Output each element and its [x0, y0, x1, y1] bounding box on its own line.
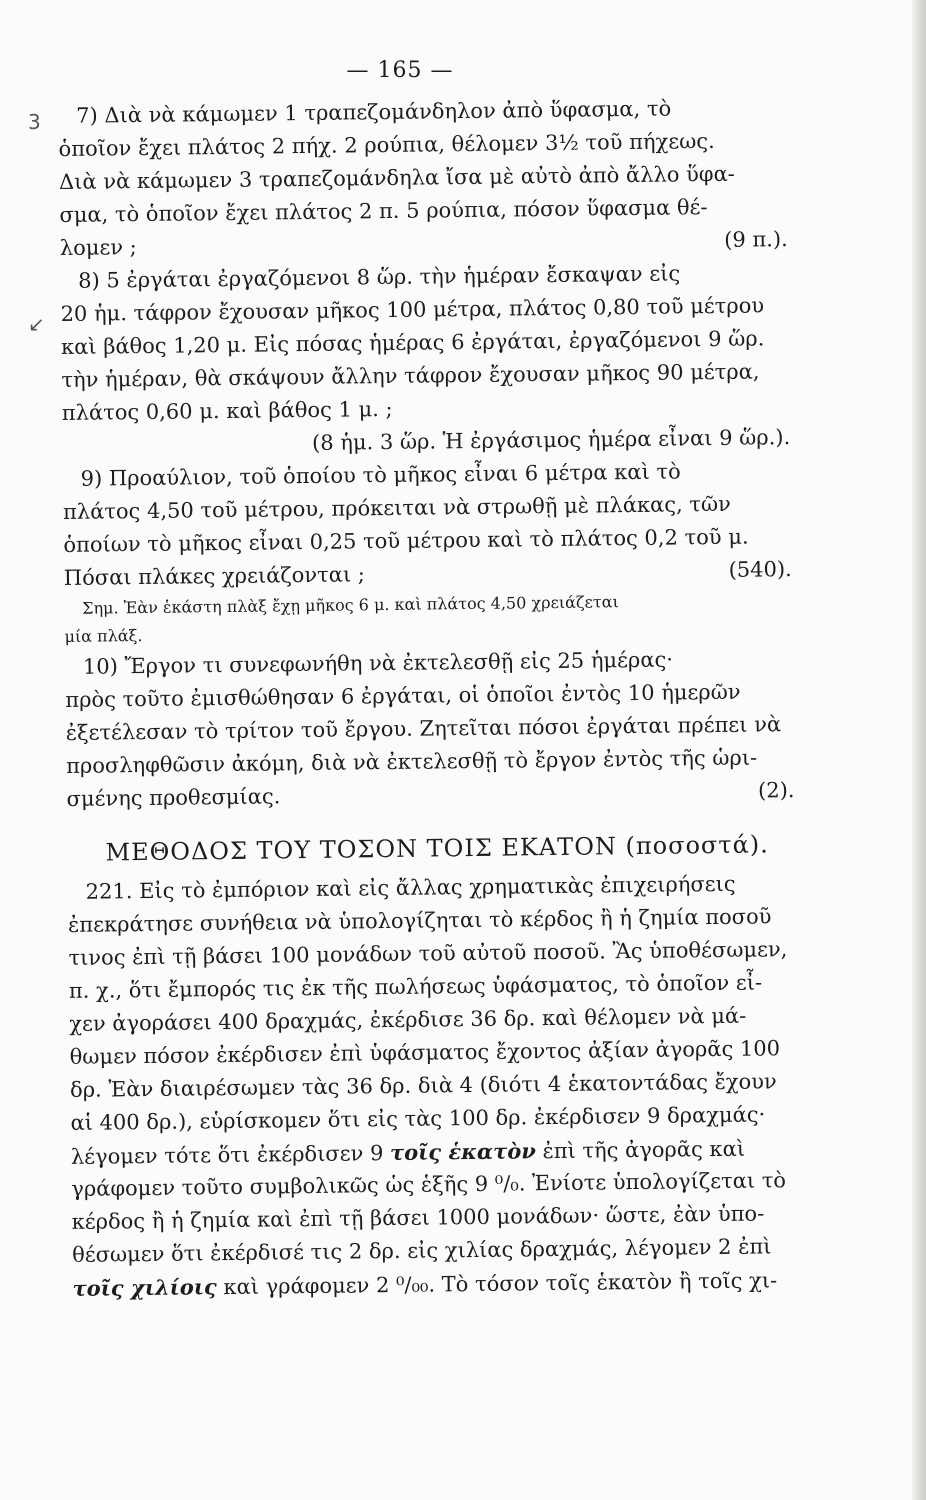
problem-8-line: καὶ βάθος 1,20 μ. Εἰς πόσας ἡμέρας 6 ἐργάται, ἐργαζόμενοι 9 ὥρ. [60, 326, 765, 359]
page-number: — 165 — [346, 58, 454, 83]
paragraph-221-line: π. χ., ὅτι ἔμπορός τις ἐκ τῆς πωλήσεως ὑφάσματος, τὸ ὁποῖον εἶ- [68, 970, 763, 1003]
problem-7-line: 7) Διὰ νὰ κάμωμεν 1 τραπεζομάνδηλον ἀπὸ ὕφασμα, τὸ [76, 96, 672, 128]
page-edge-shadow [912, 0, 926, 1500]
section-heading: ΜΕΘΟΔΟΣ ΤΟΥ ΤΟΣΟΝ ΤΟΙΣ ΕΚΑΤΟΝ (ποσοστά). [105, 830, 769, 867]
problem-7-line: Διὰ νὰ κάμωμεν 3 τραπεζομάνδηλα ἴσα μὲ αὐτὸ ἀπὸ ἄλλο ὕφα- [58, 161, 735, 194]
problem-8-line: τὴν ἡμέραν, θὰ σκάψουν ἄλλην τάφρον ἔχουσαν μῆκος 90 μέτρα, [61, 359, 760, 392]
problem-10-question-end: σμένης προθεσμίας. [66, 784, 281, 811]
paragraph-221-line: κέρδος ἢ ἡ ζημία καὶ ἐπὶ τῇ βάσει 1000 μονάδων· ὥστε, ἐὰν ὑπο- [71, 1201, 765, 1234]
paragraph-221-line: θωμεν πόσον ἐκέρδισεν ἐπὶ ὑφάσματος ἔχοντος ἀξίαν ἀγορᾶς 100 [69, 1036, 781, 1069]
page-body [58, 91, 813, 1305]
problem-10-line: ἐξετέλεσαν τὸ τρίτον τοῦ ἔργου. Ζητεῖται πόσοι ἐργάται πρέπει νὰ [65, 712, 782, 745]
paragraph-221-line: αἱ 400 δρ.), εὑρίσκομεν ὅτι εἰς τὰς 100 δρ. ἐκέρδισεν 9 δραχμάς· [70, 1102, 766, 1135]
margin-mark-arrow: ↙ [28, 312, 45, 336]
paragraph-221-line: ἐπεκράτησε συνήθεια νὰ ὑπολογίζηται τὸ κέρδος ἢ ἡ ζημία ποσοῦ [67, 904, 772, 937]
problem-9-line: 9) Προαύλιον, τοῦ ὁποίου τὸ μῆκος εἶναι 6 μέτρα καὶ τὸ [80, 459, 681, 491]
problem-9-question-end: Πόσαι πλάκες χρειάζονται ; [63, 562, 366, 590]
problem-8-line: 8) 5 ἐργάται ἐργαζόμενοι 8 ὥρ. τὴν ἡμέραν ἔσκαψαν εἰς [78, 261, 681, 293]
problem-9-line: πλάτος 4,50 τοῦ μέτρου, πρόκειται νὰ στρωθῇ μὲ πλάκας, τῶν [62, 491, 732, 524]
emphasis-tois-ekaton: τοῖς ἑκατὸν [389, 1138, 536, 1166]
problem-10-line: προσληφθῶσιν ἀκόμη, διὰ νὰ ἐκτελεσθῇ τὸ ἔργον ἐντὸς τῆς ὡρι- [65, 745, 758, 778]
problem-10-line: 10) Ἔργον τι συνεφωνήθη νὰ ἐκτελεσθῇ εἰς 25 ἡμέρας· [82, 647, 674, 679]
emphasis-tois-chiliois: τοῖς χιλίοις [72, 1274, 217, 1301]
problem-10-answer: (2). [757, 778, 795, 803]
problem-9-note: Σημ. Ἐὰν ἑκάστη πλὰξ ἔχῃ μῆκος 6 μ. καὶ πλάτος 4,50 χρειάζεται [82, 592, 619, 618]
problem-7-line: σμα, τὸ ὁποῖον ἔχει πλάτος 2 π. 5 ρούπια, πόσον ὕφασμα θέ- [59, 195, 708, 227]
problem-9-line: ὁποίων τὸ μῆκος εἶναι 0,25 τοῦ μέτρου καὶ τὸ πλάτος 0,2 τοῦ μ. [63, 524, 749, 557]
problem-10-line: πρὸς τοῦτο ἐμισθώθησαν 6 ἐργάται, οἱ ὁποῖοι ἐντὸς 10 ἡμερῶν [65, 679, 741, 712]
problem-9-note-continuation: μία πλάξ. [64, 626, 143, 646]
paragraph-221-line: δρ. Ἐὰν διαιρέσωμεν τὰς 36 δρ. διὰ 4 (διότι 4 ἑκατοντάδας ἔχουν [69, 1069, 777, 1102]
problem-8-line: 20 ἡμ. τάφρον ἔχουσαν μῆκος 100 μέτρα, πλάτος 0,80 τοῦ μέτρου [60, 293, 765, 326]
paragraph-221-line: γράφομεν τοῦτο συμβολικῶς ὡς ἑξῆς 9 ⁰/₀. Ἐνίοτε ὑπολογίζεται τὸ [71, 1168, 787, 1201]
margin-mark-pencil: 3 [28, 110, 41, 134]
problem-8-answer: (8 ἡμ. 3 ὥρ. Ἡ ἐργάσιμος ἡμέρα εἶναι 9 ὥρ.). [311, 425, 791, 455]
line-text: λέγομεν τότε ὅτι ἐκέρδισεν 9 [70, 1141, 391, 1169]
line-text: καὶ γράφομεν 2 ⁰/₀₀. Τὸ τόσον τοῖς ἑκατὸν ἢ τοῖς χι- [216, 1268, 778, 1300]
problem-7-answer: (9 π.). [724, 227, 788, 252]
paragraph-221-line: χεν ἀγοράσει 400 δραχμάς, ἐκέρδισε 36 δρ. καὶ θέλομεν νὰ μά- [69, 1003, 747, 1036]
problem-7-question-end: λομεν ; [59, 235, 137, 260]
paragraph-221-line: θέσωμεν ὅτι ἐκέρδισέ τις 2 δρ. εἰς χιλίας δραχμάς, λέγομεν 2 ἐπὶ [71, 1234, 772, 1267]
paragraph-221-line: τινος ἐπὶ τῇ βάσει 100 μονάδων τοῦ αὐτοῦ ποσοῦ. Ἂς ὑποθέσωμεν, [68, 937, 788, 970]
paragraph-221-text: Εἰς τὸ ἐμπόριον καὶ εἰς ἄλλας χρηματικὰς ἐπιχειρήσεις [138, 871, 736, 904]
paragraph-number: 221. [85, 879, 133, 904]
problem-9-answer: (540). [728, 557, 792, 582]
problem-7-line: ὁποῖον ἔχει πλάτος 2 πήχ. 2 ρούπια, θέλομεν 3½ τοῦ πήχεως. [58, 128, 715, 161]
line-text: ἐπὶ τῆς ἀγορᾶς καὶ [535, 1136, 746, 1164]
problem-8-line: πλάτος 0,60 μ. καὶ βάθος 1 μ. ; [61, 396, 393, 425]
